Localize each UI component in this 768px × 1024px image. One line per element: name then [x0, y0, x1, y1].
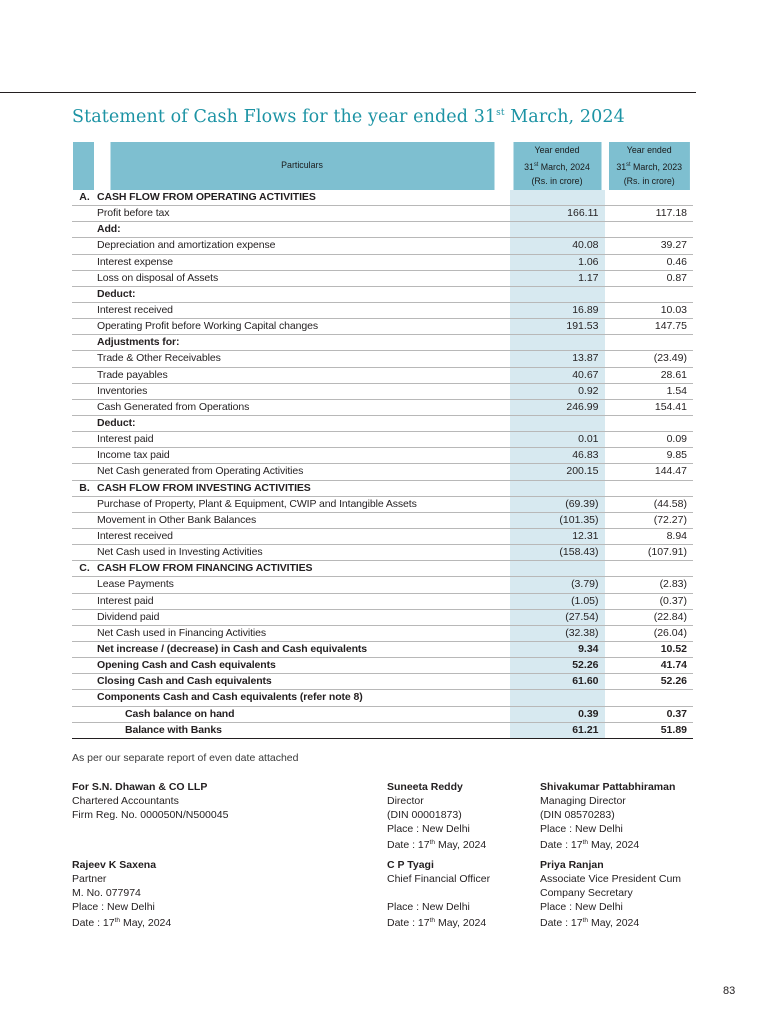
year-2023-header: Year ended 31st March, 2023 (Rs. in crore)	[608, 142, 690, 190]
row-section-number	[72, 448, 95, 464]
row-value-2023: (22.84)	[605, 609, 693, 625]
cfo-designation: Chief Financial Officer	[387, 873, 491, 885]
table-row	[72, 367, 693, 383]
table-row	[72, 190, 693, 206]
table-row	[72, 561, 693, 577]
auditor-designation: Chartered Accountants	[72, 795, 179, 807]
table-row	[72, 238, 693, 254]
row-section-number	[72, 383, 95, 399]
cfo-name: C P Tyagi	[387, 859, 434, 871]
row-value-2024: 16.89	[509, 302, 605, 318]
row-value-2023	[605, 690, 693, 706]
table-row	[72, 674, 693, 690]
row-value-2024	[509, 690, 605, 706]
row-value-2023: 28.61	[605, 367, 693, 383]
table-row	[72, 658, 693, 674]
row-particulars: Net Cash used in Investing Activities	[95, 545, 509, 561]
row-value-2023: 0.09	[605, 432, 693, 448]
director-din: (DIN 00001873)	[387, 809, 462, 821]
md-date: Date : 17th May, 2024	[540, 839, 640, 851]
row-value-2023: (2.83)	[605, 577, 693, 593]
table-header-row	[72, 142, 693, 190]
row-value-2023: 8.94	[605, 528, 693, 544]
row-value-2023: (107.91)	[605, 545, 693, 561]
row-particulars: Profit before tax	[95, 206, 509, 222]
row-value-2023	[605, 335, 693, 351]
row-section-number	[72, 286, 95, 302]
row-value-2023: 1.54	[605, 383, 693, 399]
row-particulars: Net increase / (decrease) in Cash and Cash equivalents	[95, 641, 509, 657]
row-value-2023: 39.27	[605, 238, 693, 254]
row-particulars: Interest expense	[95, 254, 509, 270]
row-particulars: Dividend paid	[95, 609, 509, 625]
table-row	[72, 528, 693, 544]
table-row	[72, 577, 693, 593]
table-row	[72, 383, 693, 399]
partner-membership: M. No. 077974	[72, 887, 141, 899]
row-value-2024: 0.01	[509, 432, 605, 448]
row-value-2024: 52.26	[509, 658, 605, 674]
row-value-2024: 0.39	[509, 706, 605, 722]
partner-name: Rajeev K Saxena	[72, 859, 157, 871]
row-section-number	[72, 464, 95, 480]
row-particulars: Interest received	[95, 302, 509, 318]
table-row	[72, 464, 693, 480]
row-section-number	[72, 674, 95, 690]
row-particulars: Cash Generated from Operations	[95, 399, 509, 415]
row-section-number	[72, 270, 95, 286]
partner-date: Date : 17th May, 2024	[72, 917, 172, 929]
row-value-2023: 9.85	[605, 448, 693, 464]
sn-header	[73, 142, 94, 190]
row-section-number	[72, 625, 95, 641]
row-particulars: Depreciation and amortization expense	[95, 238, 509, 254]
row-value-2023	[605, 561, 693, 577]
row-particulars: Cash balance on hand	[95, 706, 509, 722]
row-value-2024: (32.38)	[509, 625, 605, 641]
page-title: Statement of Cash Flows for the year ended 31st March, 2024	[72, 107, 625, 127]
row-value-2024: 40.08	[509, 238, 605, 254]
row-value-2024	[509, 480, 605, 496]
row-particulars: Net Cash generated from Operating Activities	[95, 464, 509, 480]
cs-designation-2: Company Secretary	[540, 887, 633, 899]
cs-name: Priya Ranjan	[540, 859, 604, 871]
row-value-2024: 61.60	[509, 674, 605, 690]
row-value-2023: (44.58)	[605, 496, 693, 512]
table-row	[72, 415, 693, 431]
row-section-number	[72, 319, 95, 335]
row-value-2023: 117.18	[605, 206, 693, 222]
row-value-2024: 166.11	[509, 206, 605, 222]
row-particulars: Deduct:	[95, 286, 509, 302]
row-value-2024: 246.99	[509, 399, 605, 415]
row-value-2023: 144.47	[605, 464, 693, 480]
table-row	[72, 706, 693, 722]
table-row	[72, 286, 693, 302]
table-row	[72, 399, 693, 415]
cs-designation: Associate Vice President Cum	[540, 873, 682, 885]
row-value-2024: 9.34	[509, 641, 605, 657]
row-particulars: CASH FLOW FROM OPERATING ACTIVITIES	[95, 190, 509, 206]
row-particulars: Deduct:	[95, 415, 509, 431]
row-section-number: C.	[72, 561, 95, 577]
row-particulars: Movement in Other Bank Balances	[95, 512, 509, 528]
cash-flow-body	[72, 190, 693, 738]
row-section-number: A.	[72, 190, 95, 206]
row-section-number	[72, 577, 95, 593]
row-particulars: Trade & Other Receivables	[95, 351, 509, 367]
row-value-2024: 12.31	[509, 528, 605, 544]
row-particulars: Balance with Banks	[95, 722, 509, 738]
table-row	[72, 690, 693, 706]
row-value-2024	[509, 561, 605, 577]
row-section-number	[72, 545, 95, 561]
auditor-firm-reg: Firm Reg. No. 000050N/N500045	[72, 809, 229, 821]
year-2024-header: Year ended 31st March, 2024 (Rs. in crore)	[512, 142, 601, 190]
row-value-2023: 10.52	[605, 641, 693, 657]
table-row	[72, 351, 693, 367]
table-row	[72, 496, 693, 512]
row-value-2023: 0.37	[605, 706, 693, 722]
cs-signature-block	[540, 858, 681, 930]
row-particulars: Lease Payments	[95, 577, 509, 593]
table-row	[72, 335, 693, 351]
md-signature-block	[540, 780, 675, 852]
page-number: 83	[723, 985, 736, 997]
director-place: Place : New Delhi	[387, 823, 470, 835]
director-name: Suneeta Reddy	[387, 781, 463, 793]
row-value-2024	[509, 286, 605, 302]
row-section-number	[72, 335, 95, 351]
row-value-2023: 0.46	[605, 254, 693, 270]
row-value-2023: (23.49)	[605, 351, 693, 367]
row-particulars: Components Cash and Cash equivalents (refer note 8)	[95, 690, 509, 706]
row-section-number	[72, 254, 95, 270]
row-particulars: Interest received	[95, 528, 509, 544]
cs-date: Date : 17th May, 2024	[540, 917, 640, 929]
row-particulars: Add:	[95, 222, 509, 238]
row-section-number	[72, 238, 95, 254]
row-section-number	[72, 528, 95, 544]
row-particulars: CASH FLOW FROM FINANCING ACTIVITIES	[95, 561, 509, 577]
table-row	[72, 480, 693, 496]
row-value-2023: 0.87	[605, 270, 693, 286]
row-particulars: Adjustments for:	[95, 335, 509, 351]
table-row	[72, 432, 693, 448]
row-value-2023: 52.26	[605, 674, 693, 690]
row-particulars: Purchase of Property, Plant & Equipment, CWIP and Intangible Assets	[95, 496, 509, 512]
row-particulars: Inventories	[95, 383, 509, 399]
auditor-signature-block	[72, 780, 228, 822]
table-row	[72, 722, 693, 738]
row-value-2024	[509, 222, 605, 238]
row-value-2024: (101.35)	[509, 512, 605, 528]
row-section-number	[72, 512, 95, 528]
row-particulars: Interest paid	[95, 432, 509, 448]
row-particulars: Loss on disposal of Assets	[95, 270, 509, 286]
row-section-number	[72, 222, 95, 238]
table-row	[72, 302, 693, 318]
row-value-2023: 41.74	[605, 658, 693, 674]
cfo-place: Place : New Delhi	[387, 901, 470, 913]
row-section-number	[72, 593, 95, 609]
row-section-number	[72, 690, 95, 706]
table-row	[72, 222, 693, 238]
row-value-2024: 200.15	[509, 464, 605, 480]
row-particulars: Interest paid	[95, 593, 509, 609]
cfo-spacer	[387, 886, 490, 900]
row-value-2024: (3.79)	[509, 577, 605, 593]
row-value-2024: 61.21	[509, 722, 605, 738]
row-section-number	[72, 351, 95, 367]
row-value-2023: 147.75	[605, 319, 693, 335]
row-section-number	[72, 722, 95, 738]
row-section-number	[72, 658, 95, 674]
row-value-2024	[509, 415, 605, 431]
row-section-number: B.	[72, 480, 95, 496]
table-row	[72, 206, 693, 222]
row-particulars: Operating Profit before Working Capital changes	[95, 319, 509, 335]
row-value-2024: 13.87	[509, 351, 605, 367]
table-row	[72, 319, 693, 335]
row-value-2024: (158.43)	[509, 545, 605, 561]
row-value-2023	[605, 222, 693, 238]
row-value-2024: 1.06	[509, 254, 605, 270]
table-row	[72, 641, 693, 657]
row-value-2024: (27.54)	[509, 609, 605, 625]
row-value-2023	[605, 286, 693, 302]
row-value-2023: 10.03	[605, 302, 693, 318]
row-value-2024: 46.83	[509, 448, 605, 464]
row-value-2024	[509, 190, 605, 206]
row-section-number	[72, 432, 95, 448]
partner-signature-block	[72, 858, 171, 930]
row-particulars: Closing Cash and Cash equivalents	[95, 674, 509, 690]
row-value-2023: (26.04)	[605, 625, 693, 641]
row-particulars: Opening Cash and Cash equivalents	[95, 658, 509, 674]
md-din: (DIN 08570283)	[540, 809, 615, 821]
director-designation: Director	[387, 795, 424, 807]
table-row	[72, 254, 693, 270]
row-particulars: CASH FLOW FROM INVESTING ACTIVITIES	[95, 480, 509, 496]
row-value-2023: 51.89	[605, 722, 693, 738]
cash-flow-table	[72, 142, 693, 739]
row-value-2023: 154.41	[605, 399, 693, 415]
row-section-number	[72, 641, 95, 657]
top-divider	[0, 92, 696, 93]
row-particulars: Income tax paid	[95, 448, 509, 464]
table-row	[72, 625, 693, 641]
row-value-2023	[605, 190, 693, 206]
table-row	[72, 609, 693, 625]
row-section-number	[72, 609, 95, 625]
row-value-2024	[509, 335, 605, 351]
row-value-2024: (69.39)	[509, 496, 605, 512]
cfo-signature-block	[387, 858, 490, 930]
row-particulars: Net Cash used in Financing Activities	[95, 625, 509, 641]
md-designation: Managing Director	[540, 795, 626, 807]
director-signature-block	[387, 780, 486, 852]
table-row	[72, 545, 693, 561]
cs-place: Place : New Delhi	[540, 901, 623, 913]
director-date: Date : 17th May, 2024	[387, 839, 487, 851]
row-section-number	[72, 415, 95, 431]
row-value-2024: (1.05)	[509, 593, 605, 609]
row-value-2024: 1.17	[509, 270, 605, 286]
table-row	[72, 512, 693, 528]
row-value-2023: (72.27)	[605, 512, 693, 528]
report-note: As per our separate report of even date attached	[72, 752, 299, 764]
row-value-2024: 191.53	[509, 319, 605, 335]
row-value-2023	[605, 415, 693, 431]
cfo-date: Date : 17th May, 2024	[387, 917, 487, 929]
partner-designation: Partner	[72, 873, 107, 885]
auditor-name: For S.N. Dhawan & CO LLP	[72, 781, 208, 793]
partner-place: Place : New Delhi	[72, 901, 155, 913]
row-particulars: Trade payables	[95, 367, 509, 383]
particulars-header: Particulars	[109, 142, 494, 190]
table-row	[72, 270, 693, 286]
row-value-2023	[605, 480, 693, 496]
md-place: Place : New Delhi	[540, 823, 623, 835]
row-section-number	[72, 706, 95, 722]
table-row	[72, 448, 693, 464]
row-value-2024: 0.92	[509, 383, 605, 399]
table-row	[72, 593, 693, 609]
row-section-number	[72, 302, 95, 318]
row-section-number	[72, 367, 95, 383]
row-section-number	[72, 496, 95, 512]
row-section-number	[72, 206, 95, 222]
md-name: Shivakumar Pattabhiraman	[540, 781, 676, 793]
row-value-2023: (0.37)	[605, 593, 693, 609]
row-value-2024: 40.67	[509, 367, 605, 383]
row-section-number	[72, 399, 95, 415]
